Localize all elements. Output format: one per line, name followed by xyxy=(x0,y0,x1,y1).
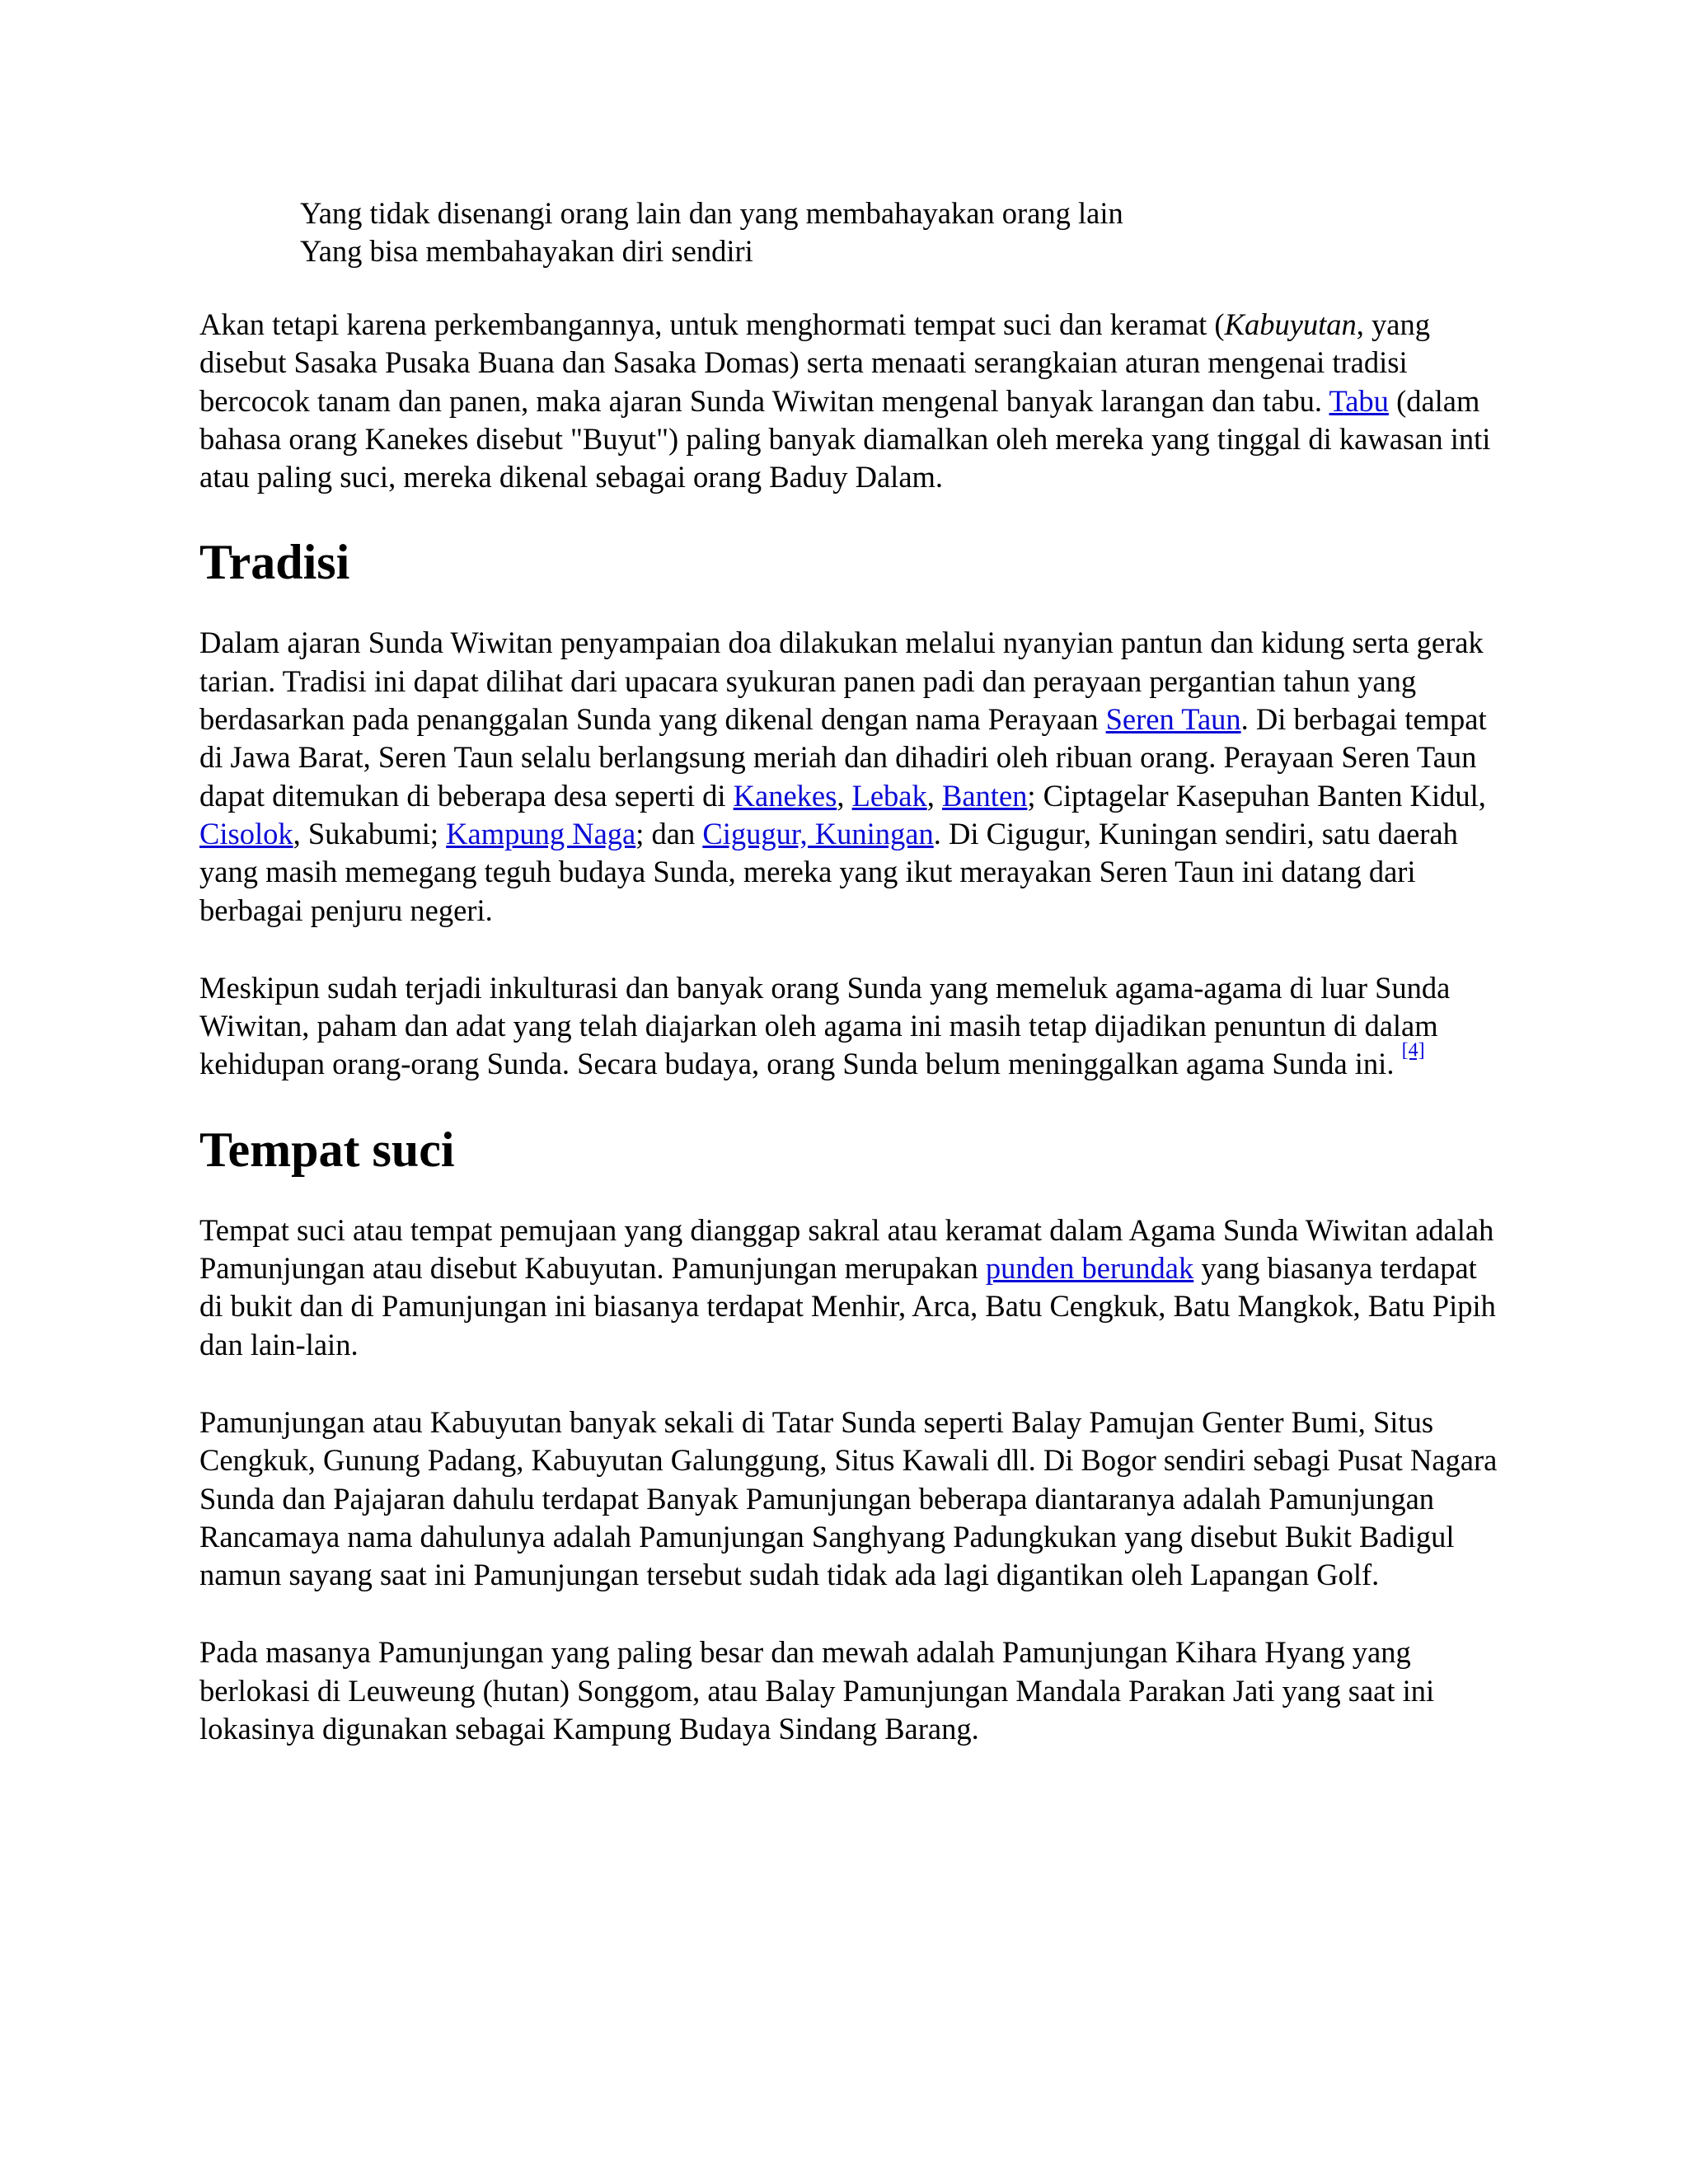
link-banten[interactable]: Banten xyxy=(942,778,1028,813)
paragraph-tradisi: Dalam ajaran Sunda Wiwitan penyampaian doa dilakukan melalui nyanyian pantun dan kidung serta gerak tarian. Tradisi ini dapat dilihat dari upacara syukuran panen padi dan perayaan pergantian tahun yang berdasarkan pada penanggalan Sunda yang dikenal dengan nama Perayaan Seren Taun. Di berbagai tempat di Jawa Barat, Seren Taun selalu berlangsung meriah dan dihadiri oleh ribuan orang. Perayaan Seren Taun dapat ditemukan di beberapa desa seperti di Kanekes, Lebak, Banten; Ciptagelar Kasepuhan Banten Kidul, Cisolok, Sukabumi; Kampung Naga; dan Cigugur, Kuningan. Di Cigugur, Kuningan sendiri, satu daerah yang masih memegang teguh budaya Sunda, mereka yang ikut merayakan Seren Taun ini datang dari berbagai penjuru negeri. xyxy=(199,626,1487,927)
link-seren-taun[interactable]: Seren Taun xyxy=(1105,702,1241,737)
indented-list xyxy=(300,194,1502,270)
list-item: Yang tidak disenangi orang lain dan yang membahayakan orang lain xyxy=(300,196,1123,230)
link-lebak[interactable]: Lebak xyxy=(851,778,927,813)
reference-link-4[interactable]: [4] xyxy=(1401,1039,1425,1062)
document-page xyxy=(199,194,1502,1748)
paragraph-pamunjungan: Pamunjungan atau Kabuyutan banyak sekali di Tatar Sunda seperti Balay Pamujan Genter Bumi, Situs Cengkuk, Gunung Padang, Kabuyutan Galunggung, Situs Kawali dll. Di Bogor sendiri sebagi Pusat Nagara Sunda dan Pajajaran dahulu terdapat Banyak Pamunjungan beberapa diantaranya adalah Pamunjungan Rancamaya nama dahulunya adalah Pamunjungan Sanghyang Padungkukan yang disebut Bukit Badigul namun sayang saat ini Pamunjungan tersebut sudah tidak ada lagi digantikan oleh Lapangan Golf. xyxy=(199,1404,1498,1592)
paragraph-kabuyutan: Akan tetapi karena perkembangannya, untuk menghormati tempat suci dan keramat (Kabuyutan, yang disebut Sasaka Pusaka Buana dan Sasaka Domas) serta menaati serangkaian aturan mengenai tradisi bercocok tanam dan panen, maka ajaran Sunda Wiwitan mengenal banyak larangan dan tabu. Tabu (dalam bahasa orang Kanekes disebut "Buyut") paling banyak diamalkan oleh mereka yang tinggal di kawasan inti atau paling suci, mereka dikenal sebagai orang Baduy Dalam. xyxy=(199,307,1491,494)
link-cisolok[interactable]: Cisolok xyxy=(199,816,293,851)
paragraph-kihara-hyang: Pada masanya Pamunjungan yang paling besar dan mewah adalah Pamunjungan Kihara Hyang yang berlokasi di Leuweung (hutan) Songgom, atau Balay Pamunjungan Mandala Parakan Jati yang saat ini lokasinya digunakan sebagai Kampung Budaya Sindang Barang. xyxy=(199,1635,1435,1746)
link-kanekes[interactable]: Kanekes xyxy=(733,778,837,813)
italic-kabuyutan: Kabuyutan xyxy=(1224,307,1357,341)
link-kampung-naga[interactable]: Kampung Naga xyxy=(446,816,636,851)
heading-tempat-suci: Tempat suci xyxy=(199,1122,455,1177)
link-punden-berundak[interactable]: punden berundak xyxy=(985,1251,1194,1286)
link-tabu[interactable]: Tabu xyxy=(1329,383,1389,418)
paragraph-inkulturasi: Meskipun sudah terjadi inkulturasi dan banyak orang Sunda yang memeluk agama-agama di luar Sunda Wiwitan, paham dan adat yang telah diajarkan oleh agama ini masih tetap dijadikan penuntun di dalam kehidupan orang-orang Sunda. Secara budaya, orang Sunda belum meninggalkan agama Sunda ini. [4] xyxy=(199,970,1451,1081)
heading-tradisi: Tradisi xyxy=(199,535,350,590)
list-item: Yang bisa membahayakan diri sendiri xyxy=(300,234,753,268)
paragraph-tempat-suci: Tempat suci atau tempat pemujaan yang dianggap sakral atau keramat dalam Agama Sunda Wiwitan adalah Pamunjungan atau disebut Kabuyutan. Pamunjungan merupakan punden berundak yang biasanya terdapat di bukit dan di Pamunjungan ini biasanya terdapat Menhir, Arca, Batu Cengkuk, Batu Mangkok, Batu Pipih dan lain-lain. xyxy=(199,1212,1496,1361)
link-cigugur-kuningan[interactable]: Cigugur, Kuningan xyxy=(702,816,934,851)
